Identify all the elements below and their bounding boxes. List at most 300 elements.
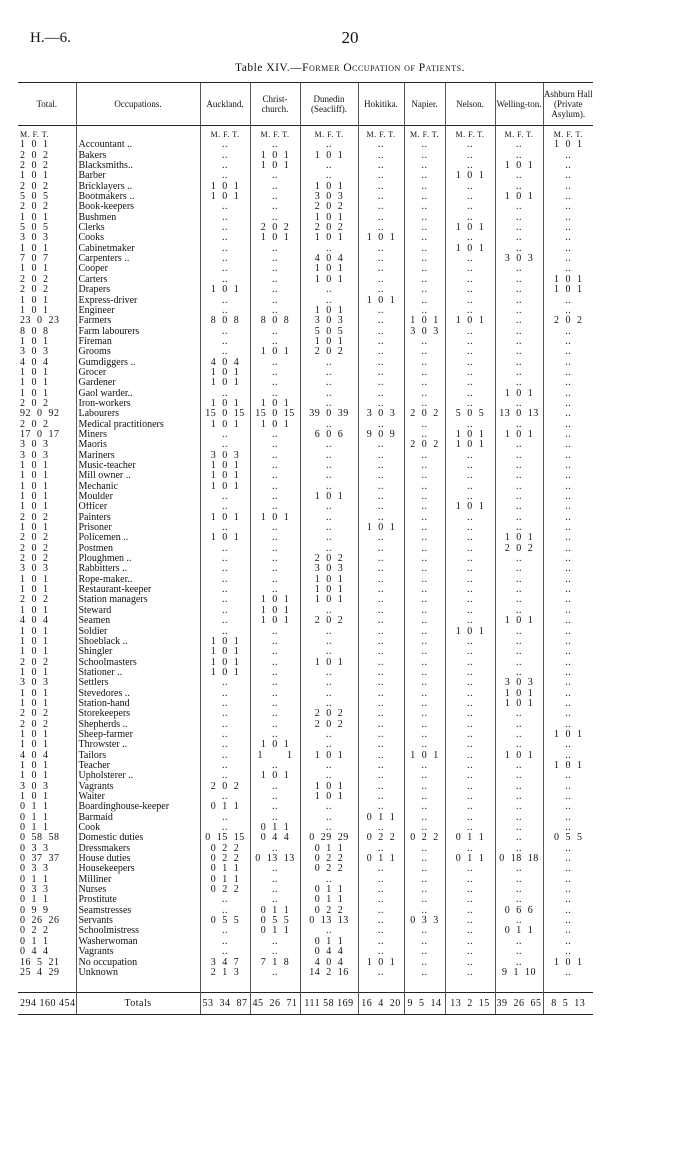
total-cell: 1 0 1 bbox=[20, 523, 49, 534]
occupation-cell: Upholsterer .. bbox=[76, 771, 200, 781]
occupation-cell: Soldier bbox=[76, 627, 200, 637]
asylum-count-cell: .. bbox=[250, 792, 300, 802]
total-cell: 2 0 2 bbox=[20, 709, 49, 720]
asylum-count-cell: 2 0 2 bbox=[300, 616, 358, 626]
asylum-count-cell: .. bbox=[358, 823, 404, 833]
asylum-count-cell: 1 0 1 bbox=[200, 482, 250, 492]
table-row bbox=[18, 399, 593, 409]
occupation-cell: Gaol warder.. bbox=[76, 389, 200, 399]
table-row bbox=[18, 926, 593, 936]
asylum-count-cell: .. bbox=[543, 192, 593, 202]
total-cell: 2 0 2 bbox=[20, 554, 49, 565]
asylum-count-cell: .. bbox=[200, 627, 250, 637]
asylum-count-cell: .. bbox=[358, 544, 404, 554]
asylum-count-cell: .. bbox=[300, 285, 358, 295]
asylum-count-cell: .. bbox=[445, 327, 495, 337]
table-row bbox=[18, 792, 593, 802]
asylum-count-cell: .. bbox=[200, 947, 250, 957]
asylum-count-cell: 0 1 1 bbox=[200, 864, 250, 874]
total-cell: 0 1 1 bbox=[20, 823, 49, 834]
asylum-count-cell: .. bbox=[250, 502, 300, 512]
asylum-count-cell: .. bbox=[445, 792, 495, 802]
asylum-count-cell: 3 0 3 bbox=[404, 327, 445, 337]
asylum-count-cell: 1 0 1 bbox=[250, 347, 300, 357]
asylum-count-cell: .. bbox=[250, 668, 300, 678]
asylum-count-cell: .. bbox=[543, 389, 593, 399]
asylum-count-cell: .. bbox=[445, 616, 495, 626]
table-row bbox=[18, 161, 593, 171]
totals-cell: 8 5 13 bbox=[543, 993, 593, 1015]
asylum-count-cell: .. bbox=[358, 709, 404, 719]
asylum-count-cell: .. bbox=[543, 502, 593, 512]
asylum-count-cell: .. bbox=[200, 430, 250, 440]
asylum-count-cell: .. bbox=[404, 740, 445, 750]
asylum-count-cell: .. bbox=[358, 389, 404, 399]
asylum-count-cell: 9 0 9 bbox=[358, 430, 404, 440]
asylum-count-cell: 0 1 1 bbox=[200, 802, 250, 812]
total-cell: 16 5 21 bbox=[20, 957, 60, 968]
occupation-cell: No occupation bbox=[76, 958, 200, 968]
asylum-count-cell: .. bbox=[358, 492, 404, 502]
asylum-count-cell: .. bbox=[250, 658, 300, 668]
asylum-count-cell: .. bbox=[200, 792, 250, 802]
asylum-count-cell: .. bbox=[543, 637, 593, 647]
occupation-cell: Prisoner bbox=[76, 523, 200, 533]
asylum-count-cell: 3 0 3 bbox=[358, 409, 404, 419]
spacer-cell bbox=[543, 978, 593, 993]
asylum-count-cell: .. bbox=[250, 627, 300, 637]
asylum-count-cell: .. bbox=[445, 368, 495, 378]
asylum-count-cell: 1 0 1 bbox=[300, 585, 358, 595]
total-cell: 4 0 4 bbox=[20, 750, 49, 761]
asylum-count-cell: .. bbox=[200, 233, 250, 243]
table-row bbox=[18, 254, 593, 264]
asylum-count-cell: 1 0 1 bbox=[495, 389, 543, 399]
asylum-count-cell: .. bbox=[300, 378, 358, 388]
asylum-count-cell: .. bbox=[250, 285, 300, 295]
asylum-count-cell: 1 0 1 bbox=[495, 192, 543, 202]
table-title-text: Former Occupation of Patients. bbox=[302, 62, 465, 74]
asylum-count-cell: .. bbox=[543, 844, 593, 854]
asylum-count-cell: .. bbox=[495, 492, 543, 502]
occupation-cell: Grocer bbox=[76, 368, 200, 378]
asylum-count-cell: .. bbox=[200, 202, 250, 212]
asylum-count-cell: .. bbox=[404, 358, 445, 368]
asylum-count-cell: .. bbox=[250, 337, 300, 347]
asylum-count-cell: .. bbox=[358, 699, 404, 709]
asylum-count-cell: .. bbox=[200, 895, 250, 905]
occupation-cell: Cook bbox=[76, 823, 200, 833]
asylum-count-cell: .. bbox=[200, 585, 250, 595]
asylum-count-cell: .. bbox=[358, 316, 404, 326]
total-cell: 1 0 1 bbox=[20, 295, 49, 306]
asylum-count-cell: .. bbox=[543, 544, 593, 554]
total-cell: 2 0 2 bbox=[20, 274, 49, 285]
asylum-count-cell: .. bbox=[495, 885, 543, 895]
table-row bbox=[18, 347, 593, 357]
asylum-count-cell: 1 0 1 bbox=[300, 151, 358, 161]
asylum-count-cell: .. bbox=[445, 937, 495, 947]
table-row bbox=[18, 771, 593, 781]
occupation-cell: Painters bbox=[76, 513, 200, 523]
asylum-count-cell: .. bbox=[445, 761, 495, 771]
asylum-count-cell: .. bbox=[358, 171, 404, 181]
asylum-count-cell: .. bbox=[445, 161, 495, 171]
asylum-count-cell: 2 0 2 bbox=[200, 782, 250, 792]
asylum-count-cell: .. bbox=[543, 968, 593, 978]
asylum-count-cell: .. bbox=[495, 471, 543, 481]
asylum-count-cell: .. bbox=[404, 647, 445, 657]
asylum-count-cell: .. bbox=[200, 678, 250, 688]
asylum-count-cell: .. bbox=[543, 740, 593, 750]
column-header: Christ-church. bbox=[250, 83, 300, 126]
occupation-cell: Seamstresses bbox=[76, 906, 200, 916]
asylum-count-cell: .. bbox=[250, 875, 300, 885]
occupation-cell: Housekeepers bbox=[76, 864, 200, 874]
asylum-count-cell: 1 0 1 bbox=[300, 751, 358, 761]
asylum-count-cell: .. bbox=[200, 606, 250, 616]
occupation-cell: Settlers bbox=[76, 678, 200, 688]
asylum-count-cell: .. bbox=[200, 213, 250, 223]
asylum-count-cell: .. bbox=[404, 678, 445, 688]
occupation-cell: Grooms bbox=[76, 347, 200, 357]
asylum-count-cell: .. bbox=[543, 606, 593, 616]
asylum-count-cell: 1 0 1 bbox=[250, 513, 300, 523]
asylum-count-cell: .. bbox=[300, 823, 358, 833]
asylum-count-cell: .. bbox=[358, 844, 404, 854]
asylum-count-cell: 1 0 1 bbox=[200, 471, 250, 481]
occupation-cell: Milliner bbox=[76, 875, 200, 885]
sex-subheader: M. F. T. bbox=[358, 126, 404, 141]
asylum-count-cell: .. bbox=[358, 502, 404, 512]
asylum-count-cell: .. bbox=[495, 813, 543, 823]
asylum-count-cell: 7 1 8 bbox=[250, 958, 300, 968]
asylum-count-cell: .. bbox=[300, 523, 358, 533]
asylum-count-cell: 0 2 2 bbox=[200, 854, 250, 864]
asylum-count-cell: 2 0 2 bbox=[300, 347, 358, 357]
asylum-count-cell: .. bbox=[543, 533, 593, 543]
total-cell: 1 0 1 bbox=[20, 740, 49, 751]
occupation-cell: Schoolmistress bbox=[76, 926, 200, 936]
table-row bbox=[18, 606, 593, 616]
spacer-cell bbox=[250, 978, 300, 993]
table-row bbox=[18, 285, 593, 295]
asylum-count-cell: .. bbox=[445, 709, 495, 719]
occupation-cell: Restaurant-keeper bbox=[76, 585, 200, 595]
asylum-count-cell: .. bbox=[404, 658, 445, 668]
table-row bbox=[18, 151, 593, 161]
asylum-count-cell: 0 1 1 bbox=[250, 906, 300, 916]
asylum-count-cell: .. bbox=[404, 875, 445, 885]
asylum-count-cell: .. bbox=[404, 202, 445, 212]
table-header bbox=[18, 83, 593, 126]
total-cell: 25 4 29 bbox=[20, 967, 60, 978]
asylum-count-cell: .. bbox=[358, 264, 404, 274]
asylum-count-cell: 1 0 1 bbox=[200, 182, 250, 192]
total-cell: 1 0 1 bbox=[20, 336, 49, 347]
asylum-count-cell: .. bbox=[250, 306, 300, 316]
asylum-count-cell: .. bbox=[495, 523, 543, 533]
asylum-count-cell: .. bbox=[445, 554, 495, 564]
asylum-count-cell: .. bbox=[358, 244, 404, 254]
asylum-count-cell: .. bbox=[404, 823, 445, 833]
asylum-count-cell: .. bbox=[250, 275, 300, 285]
occupation-cell: Barber bbox=[76, 171, 200, 181]
asylum-count-cell: .. bbox=[300, 502, 358, 512]
occupation-table bbox=[18, 82, 593, 1015]
asylum-count-cell: 1 0 1 bbox=[300, 782, 358, 792]
asylum-count-cell: .. bbox=[200, 689, 250, 699]
asylum-count-cell: .. bbox=[495, 782, 543, 792]
total-cell: 1 0 1 bbox=[20, 461, 49, 471]
asylum-count-cell: .. bbox=[404, 151, 445, 161]
asylum-count-cell: 0 1 1 bbox=[300, 844, 358, 854]
asylum-count-cell: .. bbox=[543, 296, 593, 306]
asylum-count-cell: .. bbox=[495, 864, 543, 874]
asylum-count-cell: 0 1 1 bbox=[300, 937, 358, 947]
table-row bbox=[18, 585, 593, 595]
asylum-count-cell: .. bbox=[358, 451, 404, 461]
asylum-count-cell: 1 0 1 bbox=[300, 658, 358, 668]
asylum-count-cell: 0 5 5 bbox=[200, 916, 250, 926]
asylum-count-cell: 1 0 1 bbox=[250, 740, 300, 750]
asylum-count-cell: .. bbox=[358, 782, 404, 792]
asylum-count-cell: .. bbox=[250, 171, 300, 181]
asylum-count-cell: .. bbox=[200, 275, 250, 285]
asylum-count-cell: .. bbox=[543, 813, 593, 823]
asylum-count-cell: .. bbox=[445, 916, 495, 926]
table-row bbox=[18, 461, 593, 471]
occupation-cell: Cooks bbox=[76, 233, 200, 243]
asylum-count-cell: .. bbox=[445, 875, 495, 885]
asylum-count-cell: .. bbox=[358, 554, 404, 564]
table-row bbox=[18, 823, 593, 833]
asylum-count-cell: .. bbox=[358, 616, 404, 626]
asylum-count-cell: .. bbox=[543, 161, 593, 171]
asylum-count-cell: .. bbox=[358, 864, 404, 874]
total-cell: 7 0 7 bbox=[20, 254, 49, 265]
table-row bbox=[18, 854, 593, 864]
asylum-count-cell: 1 0 1 bbox=[300, 213, 358, 223]
total-cell: 0 1 1 bbox=[20, 812, 49, 823]
total-cell: 1 0 1 bbox=[20, 305, 49, 316]
occupation-cell: Waiter bbox=[76, 792, 200, 802]
totals-cell: 45 26 71 bbox=[250, 993, 300, 1015]
asylum-count-cell: .. bbox=[358, 792, 404, 802]
asylum-count-cell: 0 4 4 bbox=[250, 833, 300, 843]
table-row bbox=[18, 182, 593, 192]
asylum-count-cell: 1 0 1 bbox=[445, 316, 495, 326]
asylum-count-cell: .. bbox=[358, 740, 404, 750]
total-cell: 1 0 1 bbox=[20, 171, 49, 182]
asylum-count-cell: .. bbox=[200, 740, 250, 750]
asylum-count-cell: .. bbox=[200, 337, 250, 347]
asylum-count-cell: .. bbox=[404, 554, 445, 564]
table-row bbox=[18, 327, 593, 337]
asylum-count-cell: .. bbox=[300, 368, 358, 378]
asylum-count-cell: 1 0 1 bbox=[250, 606, 300, 616]
occupation-cell: Rabbitters .. bbox=[76, 564, 200, 574]
asylum-count-cell: .. bbox=[300, 296, 358, 306]
asylum-count-cell: .. bbox=[445, 461, 495, 471]
total-cell: 1 0 1 bbox=[20, 605, 49, 616]
asylum-count-cell: .. bbox=[404, 968, 445, 978]
asylum-count-cell: .. bbox=[543, 171, 593, 181]
asylum-count-cell: 1 0 1 bbox=[300, 337, 358, 347]
asylum-count-cell: .. bbox=[358, 689, 404, 699]
asylum-count-cell: .. bbox=[495, 709, 543, 719]
asylum-count-cell: 1 0 1 bbox=[200, 378, 250, 388]
asylum-count-cell: .. bbox=[543, 678, 593, 688]
occupation-cell: Gardener bbox=[76, 378, 200, 388]
asylum-count-cell: .. bbox=[358, 875, 404, 885]
asylum-count-cell: .. bbox=[495, 502, 543, 512]
asylum-count-cell: .. bbox=[543, 916, 593, 926]
asylum-count-cell: .. bbox=[250, 378, 300, 388]
asylum-count-cell: 3 0 3 bbox=[300, 316, 358, 326]
asylum-count-cell: 1 1 bbox=[250, 751, 300, 761]
asylum-count-cell: .. bbox=[250, 937, 300, 947]
asylum-count-cell: 1 0 1 bbox=[200, 668, 250, 678]
asylum-count-cell: .. bbox=[300, 668, 358, 678]
asylum-count-cell: 15 0 15 bbox=[200, 409, 250, 419]
total-cell: 1 0 1 bbox=[20, 647, 49, 658]
asylum-count-cell: .. bbox=[543, 947, 593, 957]
table-row bbox=[18, 502, 593, 512]
asylum-count-cell: .. bbox=[358, 440, 404, 450]
asylum-count-cell: .. bbox=[250, 947, 300, 957]
asylum-count-cell: .. bbox=[404, 564, 445, 574]
asylum-count-cell: .. bbox=[300, 399, 358, 409]
occupation-cell: Throwster .. bbox=[76, 740, 200, 750]
total-cell: 3 0 3 bbox=[20, 440, 49, 451]
sex-subheader: M. F. T. bbox=[543, 126, 593, 141]
asylum-count-cell: .. bbox=[404, 233, 445, 243]
asylum-count-cell: .. bbox=[404, 513, 445, 523]
asylum-count-cell: 1 0 1 bbox=[200, 399, 250, 409]
header-row bbox=[18, 83, 593, 126]
asylum-count-cell: .. bbox=[404, 854, 445, 864]
asylum-count-cell: .. bbox=[300, 647, 358, 657]
total-cell: 1 0 1 bbox=[20, 636, 49, 647]
asylum-count-cell: 0 1 1 bbox=[250, 926, 300, 936]
asylum-count-cell: .. bbox=[250, 585, 300, 595]
asylum-count-cell: .. bbox=[543, 782, 593, 792]
asylum-count-cell: .. bbox=[200, 502, 250, 512]
table-row bbox=[18, 689, 593, 699]
total-cell: 0 3 3 bbox=[20, 864, 49, 875]
total-cell: 2 0 2 bbox=[20, 181, 49, 192]
asylum-count-cell: .. bbox=[404, 575, 445, 585]
asylum-count-cell: 1 0 1 bbox=[300, 575, 358, 585]
asylum-count-cell: .. bbox=[250, 192, 300, 202]
asylum-count-cell: .. bbox=[200, 523, 250, 533]
table-row bbox=[18, 202, 593, 212]
asylum-count-cell: 0 1 1 bbox=[200, 875, 250, 885]
asylum-count-cell: .. bbox=[495, 244, 543, 254]
occupation-cell: Seamen bbox=[76, 616, 200, 626]
asylum-count-cell: 0 1 1 bbox=[300, 885, 358, 895]
table-row bbox=[18, 699, 593, 709]
asylum-count-cell: 1 0 1 bbox=[445, 223, 495, 233]
asylum-count-cell: .. bbox=[358, 285, 404, 295]
total-cell: 5 0 5 bbox=[20, 223, 49, 234]
asylum-count-cell: .. bbox=[300, 513, 358, 523]
asylum-count-cell: .. bbox=[495, 647, 543, 657]
asylum-count-cell: .. bbox=[404, 958, 445, 968]
asylum-count-cell: .. bbox=[495, 285, 543, 295]
asylum-count-cell: .. bbox=[404, 337, 445, 347]
asylum-count-cell: .. bbox=[404, 182, 445, 192]
asylum-count-cell: .. bbox=[543, 182, 593, 192]
table-row bbox=[18, 720, 593, 730]
asylum-count-cell: .. bbox=[495, 420, 543, 430]
asylum-count-cell: .. bbox=[404, 533, 445, 543]
asylum-count-cell: .. bbox=[404, 254, 445, 264]
asylum-count-cell: .. bbox=[445, 575, 495, 585]
table-row bbox=[18, 575, 593, 585]
asylum-count-cell: .. bbox=[445, 895, 495, 905]
asylum-count-cell: .. bbox=[358, 585, 404, 595]
table-row bbox=[18, 751, 593, 761]
asylum-count-cell: .. bbox=[445, 720, 495, 730]
asylum-count-cell: .. bbox=[404, 171, 445, 181]
asylum-count-cell: .. bbox=[404, 399, 445, 409]
table-row bbox=[18, 968, 593, 978]
asylum-count-cell: .. bbox=[358, 885, 404, 895]
table-row bbox=[18, 316, 593, 326]
occupation-cell: Mechanic bbox=[76, 482, 200, 492]
asylum-count-cell: .. bbox=[200, 771, 250, 781]
asylum-count-cell: .. bbox=[404, 792, 445, 802]
asylum-count-cell: .. bbox=[543, 264, 593, 274]
asylum-count-cell: .. bbox=[445, 823, 495, 833]
occupation-cell: Engineer bbox=[76, 306, 200, 316]
asylum-count-cell: .. bbox=[543, 440, 593, 450]
totals-label: Totals bbox=[76, 993, 200, 1015]
asylum-count-cell: .. bbox=[445, 689, 495, 699]
asylum-count-cell: 13 0 13 bbox=[495, 409, 543, 419]
asylum-count-cell: .. bbox=[404, 802, 445, 812]
column-header: Nelson. bbox=[445, 83, 495, 126]
table-row bbox=[18, 895, 593, 905]
sex-subheader bbox=[76, 126, 200, 141]
total-cell: 3 0 3 bbox=[20, 450, 49, 461]
totals-cell: 294 160 454 bbox=[18, 993, 76, 1015]
asylum-count-cell: .. bbox=[250, 647, 300, 657]
total-cell: 2 0 2 bbox=[20, 512, 49, 523]
total-cell: 1 0 1 bbox=[20, 212, 49, 223]
asylum-count-cell: 3 0 3 bbox=[300, 564, 358, 574]
total-cell: 0 9 9 bbox=[20, 905, 49, 916]
occupation-cell: Carters bbox=[76, 275, 200, 285]
asylum-count-cell: 1 0 1 bbox=[300, 264, 358, 274]
totals-cell: 53 34 87 bbox=[200, 993, 250, 1015]
asylum-count-cell: 1 0 1 bbox=[200, 513, 250, 523]
asylum-count-cell: 0 1 1 bbox=[300, 895, 358, 905]
asylum-count-cell: .. bbox=[495, 595, 543, 605]
occupation-cell: Stevedores .. bbox=[76, 689, 200, 699]
asylum-count-cell: .. bbox=[543, 202, 593, 212]
asylum-count-cell: 2 0 2 bbox=[300, 202, 358, 212]
asylum-count-cell: .. bbox=[445, 233, 495, 243]
asylum-count-cell: .. bbox=[495, 627, 543, 637]
asylum-count-cell: .. bbox=[200, 254, 250, 264]
asylum-count-cell: 0 2 2 bbox=[404, 833, 445, 843]
occupation-cell: Blacksmiths.. bbox=[76, 161, 200, 171]
asylum-count-cell: 1 0 1 bbox=[300, 792, 358, 802]
asylum-count-cell: .. bbox=[358, 730, 404, 740]
